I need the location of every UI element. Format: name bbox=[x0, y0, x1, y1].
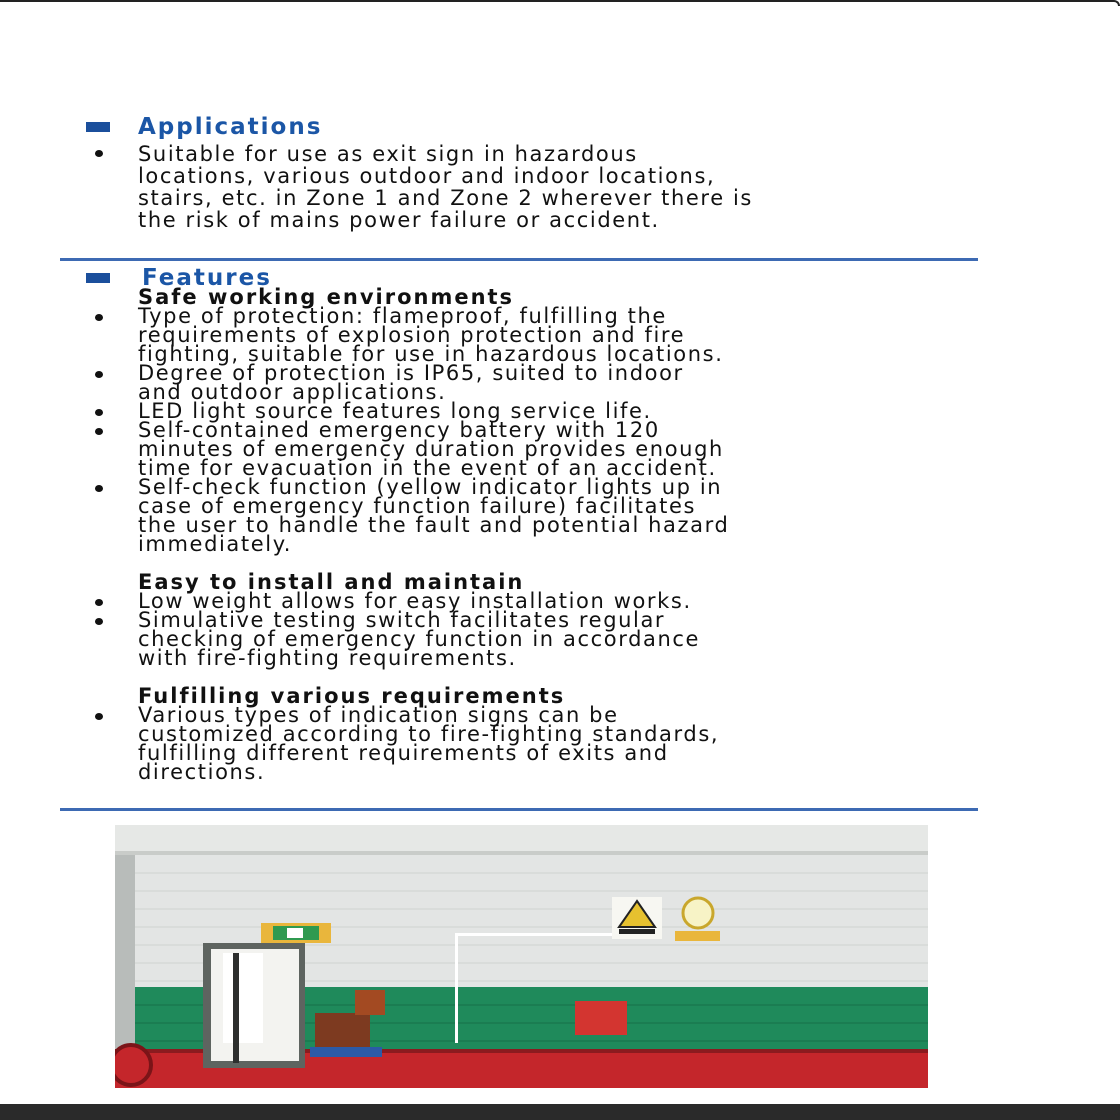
text-line: LED light source features long service life. bbox=[138, 399, 652, 423]
bullet-icon bbox=[95, 409, 103, 416]
features-group-safe bbox=[138, 285, 730, 556]
exit-sign-installation-photo bbox=[115, 825, 928, 1088]
applications-title: Applications bbox=[138, 114, 323, 140]
exit-sign-symbol bbox=[287, 928, 303, 938]
warning-text-bar bbox=[619, 929, 655, 934]
conduit-horizontal bbox=[455, 933, 615, 936]
divider-rule bbox=[60, 808, 978, 811]
text-line: customized according to fire-fighting standards, bbox=[138, 722, 720, 746]
bullet-icon bbox=[95, 314, 103, 321]
text-line: fighting, suitable for use in hazardous locations. bbox=[138, 342, 724, 366]
text-line: locations, various outdoor and indoor locations, bbox=[138, 164, 716, 188]
text-line: Type of protection: flameproof, fulfilling the bbox=[138, 304, 667, 328]
text-line: the user to handle the fault and potential hazard bbox=[138, 513, 730, 537]
text-line: checking of emergency function in accordance bbox=[138, 627, 701, 651]
text-line: requirements of explosion protection and fire bbox=[138, 323, 686, 347]
equipment-box bbox=[355, 990, 385, 1015]
text-line: Suitable for use as exit sign in hazardous bbox=[138, 142, 638, 166]
text-line: directions. bbox=[138, 760, 266, 784]
applications-text bbox=[138, 143, 753, 231]
bullet-icon bbox=[95, 485, 103, 492]
text-line: and outdoor applications. bbox=[138, 380, 447, 404]
features-group-install bbox=[138, 570, 701, 670]
lamp-icon bbox=[683, 898, 713, 928]
text-line: case of emergency function failure) facilitates bbox=[138, 494, 697, 518]
blue-pallet bbox=[310, 1047, 382, 1057]
text-line: with fire-fighting requirements. bbox=[138, 646, 517, 670]
doorway-light bbox=[223, 953, 263, 1043]
text-line: Various types of indication signs can be bbox=[138, 703, 619, 727]
lamp-bracket bbox=[675, 931, 720, 941]
ceiling-edge bbox=[115, 851, 928, 855]
text-line: the risk of mains power failure or accident. bbox=[138, 208, 660, 232]
text-line: Simulative testing switch facilitates regular bbox=[138, 608, 666, 632]
page-frame-top bbox=[0, 0, 1120, 6]
feature-group-heading: Safe working environments bbox=[138, 285, 515, 309]
text-line: fulfilling different requirements of exits and bbox=[138, 741, 669, 765]
divider-rule bbox=[60, 258, 978, 261]
conduit-vertical bbox=[455, 933, 458, 1043]
text-line: Self-check function (yellow indicator lights up in bbox=[138, 475, 723, 499]
red-wall-panel bbox=[575, 1001, 627, 1035]
feature-group-heading: Easy to install and maintain bbox=[138, 570, 525, 594]
text-line: minutes of emergency duration provides enough bbox=[138, 437, 724, 461]
bullet-icon bbox=[95, 371, 103, 378]
square-bullet-icon bbox=[86, 122, 110, 132]
bullet-icon bbox=[95, 599, 103, 606]
feature-group-heading: Fulfilling various requirements bbox=[138, 684, 566, 708]
features-group-requirements bbox=[138, 684, 720, 784]
bullet-icon bbox=[95, 150, 103, 157]
square-bullet-icon bbox=[86, 273, 110, 283]
ceiling bbox=[115, 825, 928, 853]
bullet-icon bbox=[95, 428, 103, 435]
applications-heading bbox=[86, 114, 322, 140]
door-leaf bbox=[233, 953, 239, 1063]
text-line: immediately. bbox=[138, 532, 292, 556]
photo-illustration bbox=[115, 825, 928, 1088]
text-line: stairs, etc. in Zone 1 and Zone 2 wherever there is bbox=[138, 186, 753, 210]
bullet-icon bbox=[95, 713, 103, 720]
bullet-icon bbox=[95, 618, 103, 625]
page-frame-bottom bbox=[0, 1104, 1120, 1120]
left-pillar bbox=[115, 855, 135, 1049]
text-line: Low weight allows for easy installation works. bbox=[138, 589, 692, 613]
text-line: Degree of protection is IP65, suited to indoor bbox=[138, 361, 684, 385]
hose-reel bbox=[115, 1045, 151, 1085]
features-title: Features bbox=[142, 265, 272, 291]
text-line: time for evacuation in the event of an accident. bbox=[138, 456, 717, 480]
text-line: Self-contained emergency battery with 120 bbox=[138, 418, 660, 442]
